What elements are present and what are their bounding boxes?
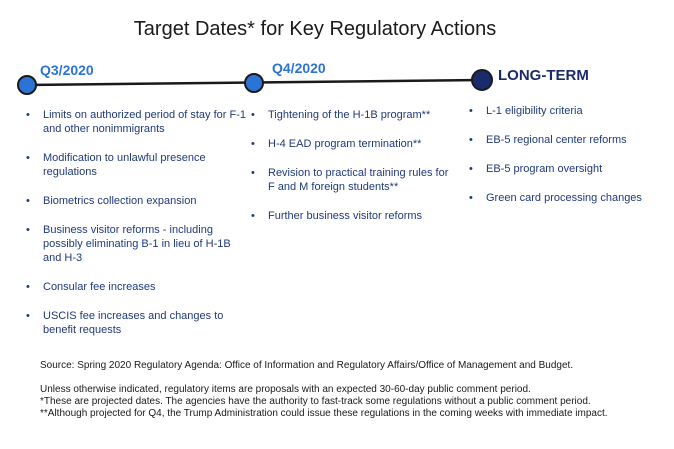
long-term-action-list [469, 104, 669, 220]
timeline-node-q3 [18, 76, 36, 94]
list-item: • H-4 EAD program termination** [251, 137, 456, 151]
timeline-node-long-term [472, 70, 492, 90]
list-item: • Limits on authorized period of stay for F-1 and other nonimmigrants [26, 108, 248, 136]
list-item: • Revision to practical training rules for F and M foreign students** [251, 166, 456, 194]
list-item: • Green card processing changes [469, 191, 669, 205]
list-item: • Business visitor reforms - including possibly eliminating B-1 in lieu of H-1B and H-3 [26, 223, 248, 265]
footnotes [40, 360, 665, 420]
timeline-node-q4 [245, 74, 263, 92]
list-item: • EB-5 program oversight [469, 162, 669, 176]
footnote: **Although projected for Q4, the Trump Administration could issue these regulations in the coming weeks with immediate impact. [40, 408, 608, 419]
list-item: • Further business visitor reforms [251, 209, 456, 223]
list-item: • USCIS fee increases and changes to benefit requests [26, 309, 248, 337]
list-item: • Tightening of the H-1B program** [251, 108, 456, 122]
phase-label-q4: Q4/2020 [272, 60, 326, 76]
q3-action-list [26, 108, 248, 352]
q4-action-list [251, 108, 456, 238]
phase-label-long-term: LONG-TERM [498, 67, 589, 84]
timeline [0, 0, 674, 110]
source-note: Source: Spring 2020 Regulatory Agenda: Office of Information and Regulatory Affairs/Office of Management and Budget. [40, 360, 574, 371]
phase-label-q3: Q3/2020 [40, 62, 94, 78]
list-item: • L-1 eligibility criteria [469, 104, 669, 118]
list-item: • Modification to unlawful presence regulations [26, 151, 248, 179]
list-item: • EB-5 regional center reforms [469, 133, 669, 147]
page-title: Target Dates* for Key Regulatory Actions [133, 18, 497, 40]
list-item: • Consular fee increases [26, 280, 248, 294]
list-item: • Biometrics collection expansion [26, 194, 248, 208]
footnote: *These are projected dates. The agencies have the authority to fast-track some regulations without a public comment period. [40, 396, 591, 407]
footnote: Unless otherwise indicated, regulatory items are proposals with an expected 30-60-day public comment period. [40, 384, 531, 395]
